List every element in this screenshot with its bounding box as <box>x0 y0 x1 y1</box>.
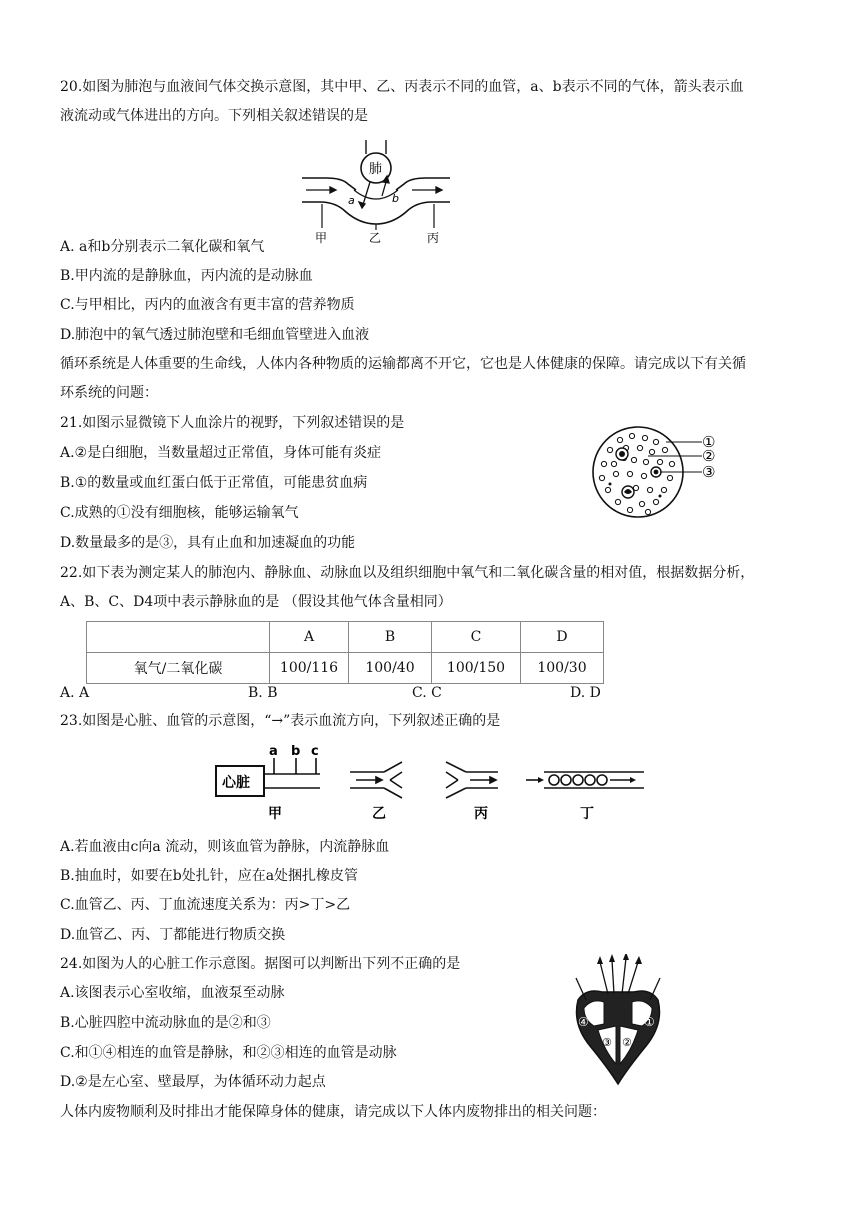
q24-option-d: D.②是左心室、壁最厚，为体循环动力起点 <box>60 1074 326 1090</box>
q24-option-b: B.心脏四腔中流动脉血的是②和③ <box>60 1015 271 1031</box>
q21-blood-smear-diagram <box>590 424 730 524</box>
q23-option-c: C.血管乙、丙、丁血流速度关系为：丙>丁>乙 <box>60 897 351 913</box>
q23-option-b: B.抽血时，如要在b处扎针，应在a处捆扎橡皮管 <box>60 868 359 884</box>
q20-fig-jia-label: 甲 <box>315 231 328 244</box>
q20-fig-a-label: a <box>348 194 355 207</box>
q24-option-a: A.该图表示心室收缩，血液泵至动脉 <box>60 985 285 1001</box>
table-header-a: A <box>270 622 349 653</box>
q20-fig-lung-label: 肺 <box>369 162 383 177</box>
q23-fig-a-label: a <box>269 744 278 759</box>
q22-option-c: C. C <box>412 685 442 701</box>
q20-option-a: A. a和b分别表示二氧化碳和氧气 <box>60 239 265 255</box>
q21-fig-label-1: ① <box>702 433 716 451</box>
q20-option-b: B.甲内流的是静脉血，丙内流的是动脉血 <box>60 268 313 284</box>
table-header-d: D <box>521 622 604 653</box>
table-row-label: 氧气/二氧化碳 <box>87 653 270 684</box>
q23-heart-vessels-diagram <box>212 740 652 826</box>
table-cell-c: 100/150 <box>432 653 521 684</box>
q20-fig-yi-label: 乙 <box>369 231 382 244</box>
q23-fig-b-label: b <box>291 744 301 759</box>
outro-excretion: 人体内废物顺利及时排出才能保障身体的健康，请完成以下人体内废物排出的相关问题： <box>60 1104 606 1120</box>
q22-option-d: D. D <box>570 685 601 701</box>
q23-fig-bing-label: 丙 <box>474 806 488 822</box>
q20-fig-bing-label: 丙 <box>427 231 440 244</box>
q24-fig-label-1: ① <box>644 1015 655 1029</box>
table-header-row <box>87 622 604 653</box>
q23-stem: 23.如图是心脏、血管的示意图，“→”表示血流方向，下列叙述正确的是 <box>60 713 501 729</box>
q21-fig-label-3: ③ <box>702 463 716 481</box>
q22-option-a: A. A <box>60 685 90 701</box>
q20-stem-line1: 20.如图为肺泡与血液间气体交换示意图，其中甲、乙、丙表示不同的血管，a、b表示不同的气体，箭头表示血 <box>60 79 744 95</box>
q21-fig-label-2: ② <box>702 447 716 465</box>
q24-heart-diagram <box>564 954 672 1088</box>
table-cell-d: 100/30 <box>521 653 604 684</box>
q20-option-d: D.肺泡中的氧气透过肺泡壁和毛细血管壁进入血液 <box>60 327 370 343</box>
table-cell-b: 100/40 <box>349 653 432 684</box>
q23-fig-ding-label: 丁 <box>580 806 594 822</box>
q24-option-c: C.和①④相连的血管是静脉，和②③相连的血管是动脉 <box>60 1045 397 1061</box>
q21-option-d: D.数量最多的是③，具有止血和加速凝血的功能 <box>60 535 356 551</box>
q23-fig-jia-label: 甲 <box>268 806 282 822</box>
q23-fig-c-label: c <box>311 744 319 759</box>
q22-stem-line1: 22.如下表为测定某人的肺泡内、静脉血、动脉血以及组织细胞中氧气和二氧化碳含量的相对值，根据数据分析， <box>60 565 755 581</box>
q20-option-c: C.与甲相比，丙内的血液含有更丰富的营养物质 <box>60 297 355 313</box>
q22-data-table <box>86 621 604 684</box>
q24-stem: 24.如图为人的心脏工作示意图。据图可以判断出下列不正确的是 <box>60 956 461 972</box>
q21-option-b: B.①的数量或血红蛋白低于正常值，可能患贫血病 <box>60 475 368 491</box>
q23-option-d: D.血管乙、丙、丁都能进行物质交换 <box>60 927 286 943</box>
q20-stem-line2: 液流动或气体进出的方向。下列相关叙述错误的是 <box>60 108 368 124</box>
intro-circulation-line2: 环系统的问题： <box>60 385 158 401</box>
q21-option-c: C.成熟的①没有细胞核，能够运输氧气 <box>60 505 299 521</box>
intro-circulation-line1: 循环系统是人体重要的生命线，人体内各种物质的运输都离不开它，它也是人体健康的保障。请完成以下有关循 <box>60 356 746 372</box>
q21-stem: 21.如图示显微镜下人血涂片的视野，下列叙述错误的是 <box>60 415 405 431</box>
q23-option-a: A.若血液由c向a 流动，则该血管为静脉，内流静脉血 <box>60 839 390 855</box>
q24-fig-label-3: ③ <box>602 1036 612 1049</box>
table-header-b: B <box>349 622 432 653</box>
q24-fig-label-2: ② <box>622 1036 632 1049</box>
q20-fig-b-label: b <box>392 192 399 205</box>
table-row <box>87 653 604 684</box>
q21-option-a: A.②是白细胞，当数量超过正常值，身体可能有炎症 <box>60 445 382 461</box>
q24-fig-label-4: ④ <box>578 1015 589 1029</box>
table-cell-a: 100/116 <box>270 653 349 684</box>
table-header-empty <box>87 622 270 653</box>
q23-fig-heart-label: 心脏 <box>222 775 250 791</box>
table-header-c: C <box>432 622 521 653</box>
q22-stem-line2: A、B、C、D4项中表示静脉血的是 （假设其他气体含量相同） <box>60 594 452 610</box>
q20-alveolus-diagram <box>296 138 456 244</box>
q22-option-b: B. B <box>248 685 278 701</box>
q23-fig-yi-label: 乙 <box>372 806 386 822</box>
